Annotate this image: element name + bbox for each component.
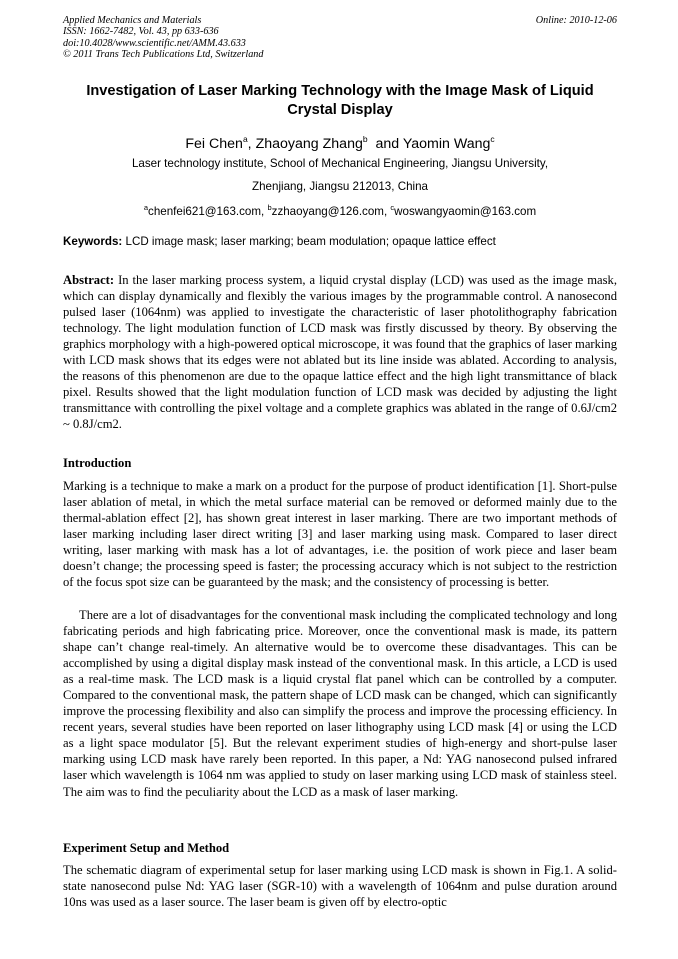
abstract-text: In the laser marking process system, a liquid crystal display (LCD) was used as the image mask, which can display dynamically and flexibly the various images by the programmable control. A nanosecond pulsed laser (1064nm) was applied to investigate the characteristic of laser photolithography fabrication technology. The light modulation function of LCD mask was firstly discussed by theory. By observing the graphics morphology with a high-powered optical microscope, it was found that the graphics of laser marking with LCD mask shows that its edges were not ablated but its line inside was ablated. According to analysis, the reasons of this phenomenon are due to the opaque lattice effect and the high light transmittance of black pixel. Results showed that the light modulation function of LCD mask was decided by adjusting the light transmittance with controlling the pixel voltage and a complete graphics was ablated in the range of 0.6J/cm2 ~ 0.8J/cm2. <box>63 273 617 432</box>
introduction-paragraph-2: There are a lot of disadvantages for the conventional mask including the complicated technology and long fabricating periods and high fabricating price. Moreover, once the conventional mask is made, its pattern shape can’t change real-timely. An alternative would be to overcome these disadvantages. This can be accomplished by using a digital display mask instead of the conventional mask. In this article, a LCD is used as a real-time mask. The LCD mask is a liquid crystal flat panel which can be controlled by a computer. Compared to the conventional mask, the pattern shape of LCD mask can be changed, which can significantly improve the processing flexibility and also can simplify the process and improve the processing efficiency. In recent years, several studies have been reported on laser lithography using LCD mask [4] or using the LCD as a light space modulator [5]. But the relevant experiment studies of high-energy and short-pulse laser marking using LCD mask have rarely been reported. In this paper, a Nd: YAG nanosecond pulsed infrared laser which wavelength is 1064 nm was applied to study on laser marking using LCD mask of stainless steel. The aim was to find the peculiarity about the LCD as a mask of laser marking. <box>63 608 617 799</box>
affiliation-line-2: Zhenjiang, Jiangsu 212013, China <box>252 180 428 193</box>
journal-header <box>63 15 617 61</box>
abstract-paragraph <box>63 272 617 432</box>
paper-title: Investigation of Laser Marking Technology with the Image Mask of Liquid Crystal Display <box>86 83 594 118</box>
author-conjunction: and <box>375 136 400 152</box>
author-affil-mark: c <box>490 134 495 144</box>
keywords-text: LCD image mask; laser marking; beam modulation; opaque lattice effect <box>125 235 496 248</box>
affiliation-line-1: Laser technology institute, School of Mechanical Engineering, Jiangsu University, <box>131 157 549 170</box>
introduction-paragraph-1: Marking is a technique to make a mark on a product for the purpose of product identification [1]. Short-pulse laser ablation of metal, in which the metal surface material can be removed or deformed mainly due to the thermal-ablation effect [2], has shown great interest in laser marking. There are two important methods of laser marking including laser direct writing [3] and laser marking using mask. Compared to laser direct writing, laser marking with mask has a lot of advantages, i.e. the position of work piece and laser beam doesn’t change; the processing speed is faster; the processing accuracy which is not subject to the restriction of the focus spot size can be guaranteed by the mask; and the consistency of processing is better. <box>63 479 617 590</box>
author-name: Fei Chen <box>185 136 243 152</box>
author-name: Zhaoyang Zhang <box>255 136 363 152</box>
email-mark: b <box>267 203 272 212</box>
experiment-heading: Experiment Setup and Method <box>63 841 230 855</box>
email-address: chenfei621@163.com, <box>148 205 265 218</box>
author-list <box>63 130 617 153</box>
online-date: Online: 2010-12-06 <box>535 15 617 26</box>
email-line <box>63 201 617 219</box>
experiment-paragraph-1: The schematic diagram of experimental setup for laser marking using LCD mask is shown in Fig.1. A solid-state nanosecond pulse Nd: YAG laser (SGR-10) with a wavelength of 1064nm and pulse duration around 10ns was used as a laser source. The laser beam is given off by electro-optic <box>63 863 617 910</box>
keywords-line <box>63 235 617 249</box>
email-mark: c <box>390 203 395 212</box>
doi-line: doi:10.4028/www.scientific.net/AMM.43.633 <box>63 37 246 49</box>
author-affil-mark: b <box>362 134 368 144</box>
copyright-line: © 2011 Trans Tech Publications Ltd, Switzerland <box>63 49 264 61</box>
author-separator: , <box>247 136 252 152</box>
keywords-label: Keywords: <box>63 235 123 248</box>
issn-line: ISSN: 1662-7482, Vol. 43, pp 633-636 <box>63 26 219 38</box>
email-mark: a <box>143 203 149 212</box>
author-affil-mark: a <box>242 134 248 144</box>
email-address: zzhaoyang@126.com, <box>271 205 388 218</box>
abstract-label: Abstract: <box>63 273 115 287</box>
email-address: woswangyaomin@163.com <box>394 205 537 218</box>
introduction-heading: Introduction <box>63 456 132 470</box>
journal-name: Applied Mechanics and Materials <box>63 15 202 26</box>
author-name: Yaomin Wang <box>402 136 491 152</box>
